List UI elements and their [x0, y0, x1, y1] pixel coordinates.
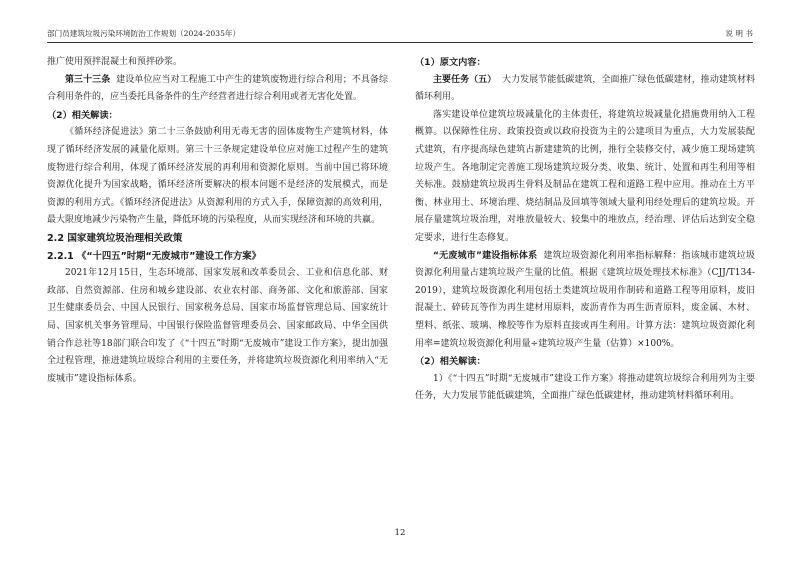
- left-column: [47, 54, 388, 388]
- article-33-paragraph: [47, 72, 388, 107]
- article-33-lead: 第三十三条: [65, 74, 111, 85]
- interpretation-paragraph: 《循环经济促进法》第二十三条鼓励利用无毒无害的固体废物生产建筑材料，体现了循环经济发展的减量化原则。第三十三条规定建设单位应对施工过程产生的建筑废物进行综合利用，体现了循环经济发展的再利用和资源化原则。当前中国已将环境资源优化提升为国家战略，循环经济所要解决的根本问题不是经济的发展模式，而是资源的利用方式。《循环经济促进法》从资源利用的方式入手，保障资源的高效利用，最大限度地减少污染物产生量，降低环境的污染程度，从而实现经济和环境的共赢。: [47, 127, 388, 226]
- indicator-text: 建筑垃圾资源化利用率指标解释：指该城市建筑垃圾资源化利用量占建筑垃圾产生量的比值。根据《建筑垃圾处理技术标准》（CJJ/T134-2019），建筑垃圾资源化利用包括土类建筑垃圾用作制砖和道路工程等用原料，废旧混凝土、碎砖瓦等作为再生建材用原料，废沥青作为再生沥青原料，废金属、木材、塑料、纸张、玻璃、橡胶等作为原料直接或再生利用。计算方法：建筑垃圾资源化利用率=建筑垃圾资源化利用量÷建筑垃圾产生量（估算）×100%。: [415, 250, 755, 349]
- interpretation-heading: （2）相关解读：: [47, 109, 118, 121]
- running-header-label: 说 明 书: [725, 29, 753, 38]
- page-number: 12: [394, 528, 406, 538]
- section-2-2-1-paragraph: 2021年12月15日，生态环境部、国家发展和改革委员会、工业和信息化部、财政部、自然资源部、住房和城乡建设部、农业农村部、商务部、文化和旅游部、国家卫生健康委员会、中国人民银行、国家税务总局、国家市场监督管理总局、国家统计局、国家机关事务管理局、中国银行保险监督管理委员会、国家邮政局、中华全国供销合作总社等18部门联合印发了《“十四五”时期“无废城市”建设工作方案》，提出加强全过程管理，推进建筑垃圾综合利用的主要任务，并将建筑垃圾资源化利用率纳入“无废城市”建设指标体系。: [47, 268, 388, 384]
- interpretation-paragraph-right: 1）《“十四五”时期“无废城市”建设工作方案》将推动建筑垃圾综合利用列为主要任务，大力发展节能低碳建筑，全面推广绿色低碳建材，推动建筑材料循环利用。: [415, 373, 755, 402]
- original-content-heading: （1）原文内容：: [415, 57, 486, 68]
- paragraph-continuation: 推广使用预拌混凝土和预拌砂浆。: [47, 57, 183, 67]
- header-rule: [47, 42, 753, 43]
- task-5-text: 大力发展节能低碳建筑，全面推广绿色低碳建材，推动建筑材料循环利用。: [415, 74, 755, 103]
- indicator-paragraph: [415, 248, 755, 354]
- task-5-paragraph: [415, 72, 755, 107]
- article-33-text: 建设单位应当对工程施工中产生的建筑废物进行综合利用；不具备综合利用条件的，应当委托具备条件的生产经营者进行综合利用或者无害化处置。: [47, 74, 388, 103]
- implementation-paragraph: 落实建设单位建筑垃圾减量化的主体责任，将建筑垃圾减量化措施费用纳入工程概算。以保障性住房、政策投资或以政府投资为主的公建项目为重点，大力发展装配式建筑，有序提高绿色建筑占新建建筑的比例，推行全装修交付，减少施工现场建筑垃圾产生。各地制定完善施工现场建筑垃圾分类、收集、统计、处置和再生利用等相关标准。鼓励建筑垃圾再生骨料及制品在建筑工程和道路工程中应用。推动在土方平衡、林业用土、环境治理、烧结制品及回填等领域大量利用经处理后的建筑垃圾。开展存量建筑垃圾治理，对堆放量较大、较集中的堆放点，经治理、评估后达到安全稳定要求，进行生态修复。: [415, 109, 755, 243]
- section-2-2-heading: 2.2 国家建筑垃圾治理相关政策: [47, 232, 183, 244]
- task-5-lead: 主要任务（五）: [433, 74, 497, 85]
- indicator-lead: “无废城市”建设指标体系: [433, 250, 538, 261]
- running-header-title: 部门员建筑垃圾污染环境防治工作规划（2024-2035年）: [47, 29, 241, 38]
- interpretation-heading-right: （2）相关解读：: [415, 356, 486, 368]
- right-column: [415, 54, 755, 406]
- section-2-2-1-heading: 2.2.1 《“十四五”时期“无废城市”建设工作方案》: [47, 250, 261, 262]
